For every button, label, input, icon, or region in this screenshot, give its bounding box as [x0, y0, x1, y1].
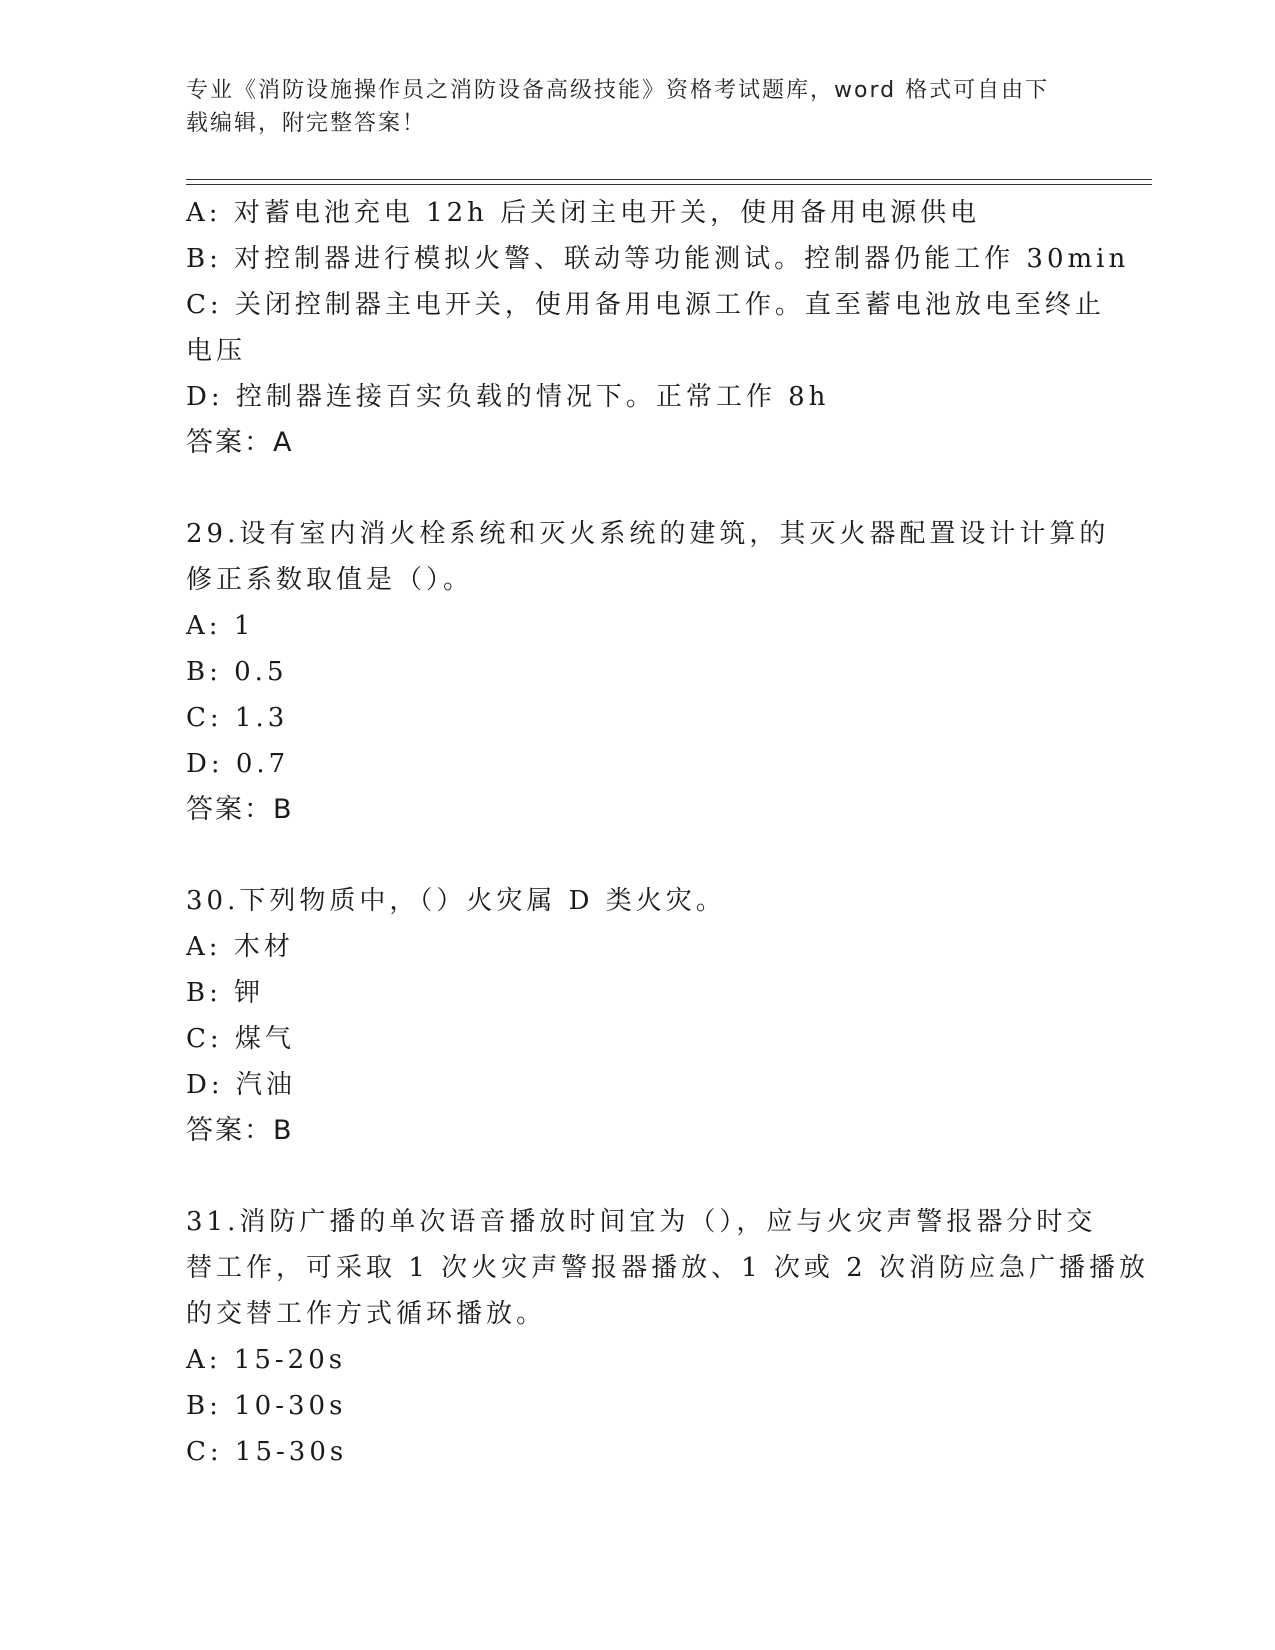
header-rule-bottom — [186, 184, 1152, 185]
option-c-continued: 电压 — [186, 336, 247, 366]
option-key: B: — [186, 244, 222, 274]
option-text: 对蓄电池充电 12h 后关闭主电开关，使用备用电源供电 — [233, 198, 981, 228]
spacer — [186, 833, 1086, 878]
option-text: 15-20s — [233, 1345, 347, 1375]
option-text: 关闭控制器主电开关，使用备用电源工作。直至蓄电池放电至终止 — [234, 290, 1105, 320]
question-stem: 31.消防广播的单次语音播放时间宜为（），应与火灾声警报器分时交 — [186, 1207, 1097, 1237]
document-header — [186, 74, 1086, 140]
question-29 — [186, 511, 1110, 833]
option-c — [186, 695, 1086, 741]
question-stem: 的交替工作方式循环播放。 — [186, 1299, 547, 1329]
answer-label: 答案：B — [186, 1115, 294, 1146]
spacer — [186, 466, 1086, 511]
option-text: 对控制器进行模拟火警、联动等功能测试。控制器仍能工作 30min — [234, 244, 1130, 274]
option-text: 0.7 — [235, 749, 290, 779]
question-30 — [186, 878, 1086, 1154]
question-stem: 30.下列物质中，（）火灾属 D 类火灾。 — [186, 886, 726, 916]
option-a — [186, 603, 1086, 649]
option-text: 1.3 — [234, 703, 289, 733]
option-b — [186, 649, 1086, 695]
header-rule-top — [186, 179, 1152, 180]
option-key: A: — [186, 932, 222, 962]
option-key: A: — [186, 198, 222, 228]
question-31 — [186, 1199, 1149, 1475]
spacer — [186, 1154, 1086, 1199]
option-key: D: — [186, 749, 224, 779]
option-d — [186, 741, 1086, 787]
option-b — [186, 970, 1086, 1016]
option-text: 0.5 — [234, 657, 288, 687]
option-key: C: — [186, 703, 223, 733]
option-text: 汽油 — [235, 1070, 296, 1100]
option-text: 1 — [233, 611, 255, 641]
answer-label: 答案：B — [186, 794, 294, 825]
option-a — [186, 190, 1086, 236]
question-stem: 修正系数取值是（）。 — [186, 565, 474, 595]
option-b — [186, 1383, 1086, 1429]
option-key: C: — [186, 1437, 223, 1467]
option-key: A: — [186, 1345, 222, 1375]
question-stem: 替工作，可采取 1 次火灾声警报器播放、1 次或 2 次消防应急广播播放 — [186, 1253, 1149, 1283]
option-key: D: — [186, 1070, 224, 1100]
option-key: B: — [186, 1391, 222, 1421]
question-stem: 29.设有室内消火栓系统和灭火系统的建筑，其灭火器配置设计计算的 — [186, 519, 1110, 549]
option-key: D: — [186, 382, 224, 412]
header-line-1: 专业《消防设施操作员之消防设备高级技能》资格考试题库，word 格式可自由下 — [186, 78, 1050, 103]
option-b — [186, 236, 1130, 282]
option-text: 控制器连接百实负载的情况下。正常工作 8h — [235, 382, 830, 412]
option-c — [186, 282, 1105, 328]
option-key: B: — [186, 657, 222, 687]
option-text: 煤气 — [234, 1024, 295, 1054]
option-c — [186, 1429, 1086, 1475]
option-text: 木材 — [233, 932, 294, 962]
question-28-continued — [186, 190, 1130, 466]
option-text: 钾 — [234, 978, 265, 1008]
answer-label: 答案：A — [186, 427, 294, 458]
option-key: C: — [186, 290, 223, 320]
option-text: 10-30s — [234, 1391, 347, 1421]
header-line-2: 载编辑，附完整答案！ — [186, 111, 427, 136]
option-a — [186, 924, 1086, 970]
option-a — [186, 1337, 1086, 1383]
option-c — [186, 1016, 1086, 1062]
option-key: B: — [186, 978, 222, 1008]
option-d — [186, 1062, 1086, 1108]
question-content — [186, 190, 1149, 1475]
option-text: 15-30s — [234, 1437, 348, 1467]
option-key: C: — [186, 1024, 223, 1054]
option-key: A: — [186, 611, 222, 641]
option-d — [186, 374, 1086, 420]
